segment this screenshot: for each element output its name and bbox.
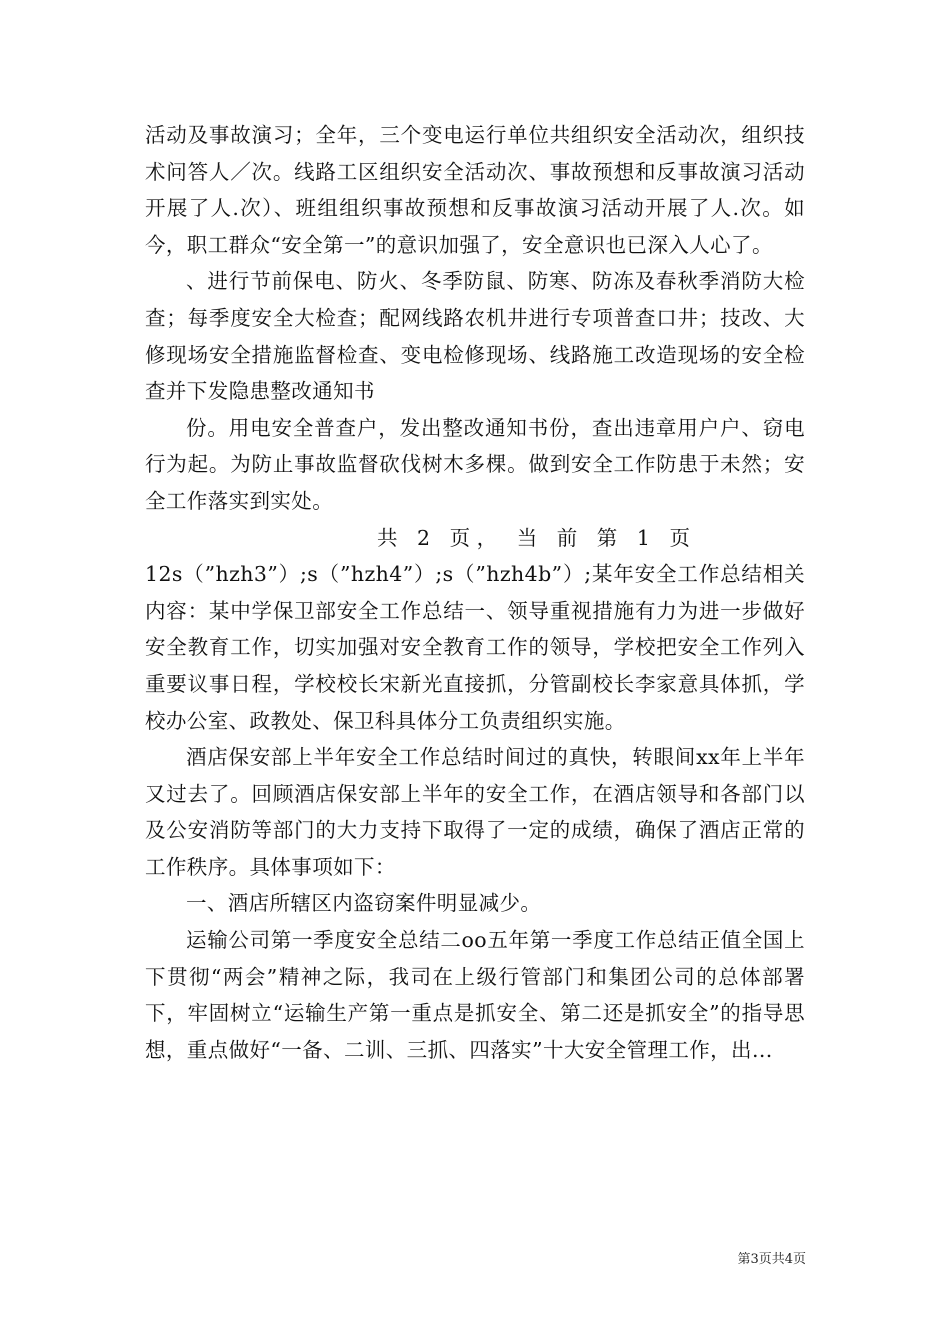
paragraph-6: 一、酒店所辖区内盗窃案件明显减少。 [186, 891, 542, 916]
paragraph-2: 、进行节前保电、防火、冬季防鼠、防寒、防冻及春秋季消防大检查；每季度安全大检查；配网线路农机井进行专项普查口井；技改、大修现场安全措施监督检查、变电检修现场、线路施工改造现场的安全检查并下发隐患整改通知书 [145, 269, 805, 404]
inline-page-indicator: 共 2 页 ， 当 前 第 1 页 [377, 525, 690, 550]
document-body [145, 117, 805, 1068]
paragraph-3: 份。用电安全普查户，发出整改通知书份，查出违章用户户、窃电行为起。为防止事故监督砍伐树木多棵。做到安全工作防患于未然；安全工作落实到实处。 [145, 415, 805, 513]
paragraph-5: 酒店保安部上半年安全工作总结时间过的真快，转眼间xx年上半年又过去了。回顾酒店保安部上半年的安全工作，在酒店领导和各部门以及公安消防等部门的大力支持下取得了一定的成绩，确保了酒店正常的工作秩序。具体事项如下： [145, 745, 805, 879]
paragraph-4: 12s（”hzh3”）;s（”hzh4”）;s（”hzh4b”）;某年安全工作总结相关内容：某中学保卫部安全工作总结一、领导重视措施有力为进一步做好安全教育工作，切实加强对安全教育工作的领导，学校把安全工作列入重要议事日程，学校校长宋新光直接抓，分管副校长李家意具体抓，学校办公室、政教处、保卫科具体分工负责组织实施。 [145, 562, 805, 733]
paragraph-7: 运输公司第一季度安全总结二oo五年第一季度工作总结正值全国上下贯彻“两会”精神之际，我司在上级行管部门和集团公司的总体部署下，牢固树立“运输生产第一重点是抓安全、第二还是抓安全”的指导思想，重点做好“一备、二训、三抓、四落实”十大安全管理工作，出... [145, 928, 805, 1062]
paragraph-1: 活动及事故演习；全年，三个变电运行单位共组织安全活动次，组织技术问答人／次。线路工区组织安全活动次、事故预想和反事故演习活动开展了人.次）、班组组织事故预想和反事故演习活动开展了人.次。如今，职工群众“安全第一”的意识加强了，安全意识也已深入人心了。 [145, 123, 805, 257]
page-number-footer: 第3页共4页 [737, 1252, 806, 1267]
